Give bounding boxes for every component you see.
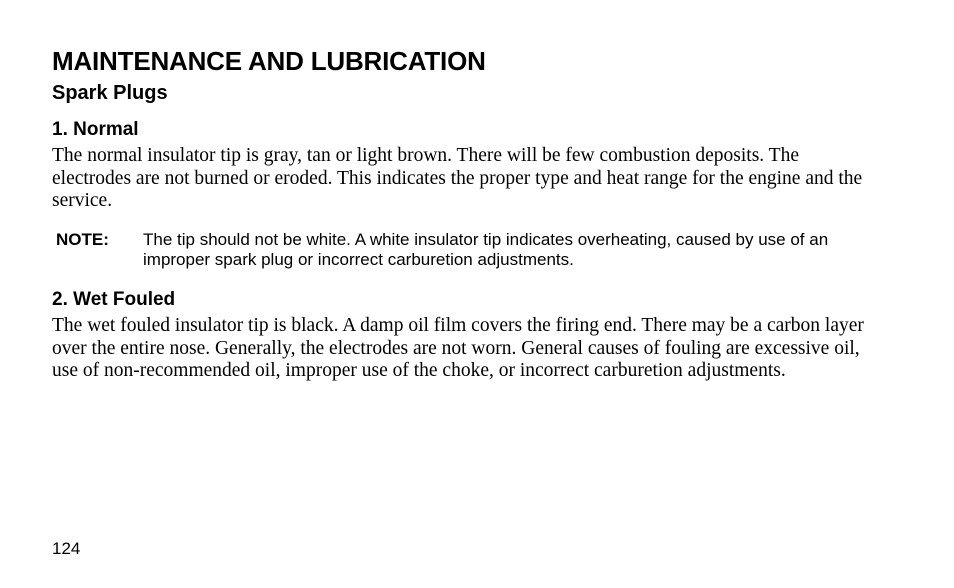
item-heading-wet-fouled: 2. Wet Fouled [52,289,176,310]
subsection-title: Spark Plugs [52,82,168,104]
note-text: The tip should not be white. A white insulator tip indicates overheating, caused by use of an improper spark plug or incorrect carburetion adjustments. [143,230,829,269]
item-body-wet-fouled: The wet fouled insulator tip is black. A damp oil film covers the firing end. There may be a carbon layer over the entire nose. Generally, the electrodes are not worn. General causes of fouling are excessive oil, use of non-recommended oil, improper use of the choke, or incorrect carburetion adjustments. [52,315,864,381]
item-heading-normal: 1. Normal [52,119,139,140]
page-number: 124 [52,539,81,558]
section-title: MAINTENANCE AND LUBRICATION [52,46,486,76]
item-body-normal: The normal insulator tip is gray, tan or light brown. There will be few combustion deposits. The electrodes are not burned or eroded. This indicates the proper type and heat range for the engine and the service. [52,145,863,211]
note-label: NOTE: [56,230,109,249]
